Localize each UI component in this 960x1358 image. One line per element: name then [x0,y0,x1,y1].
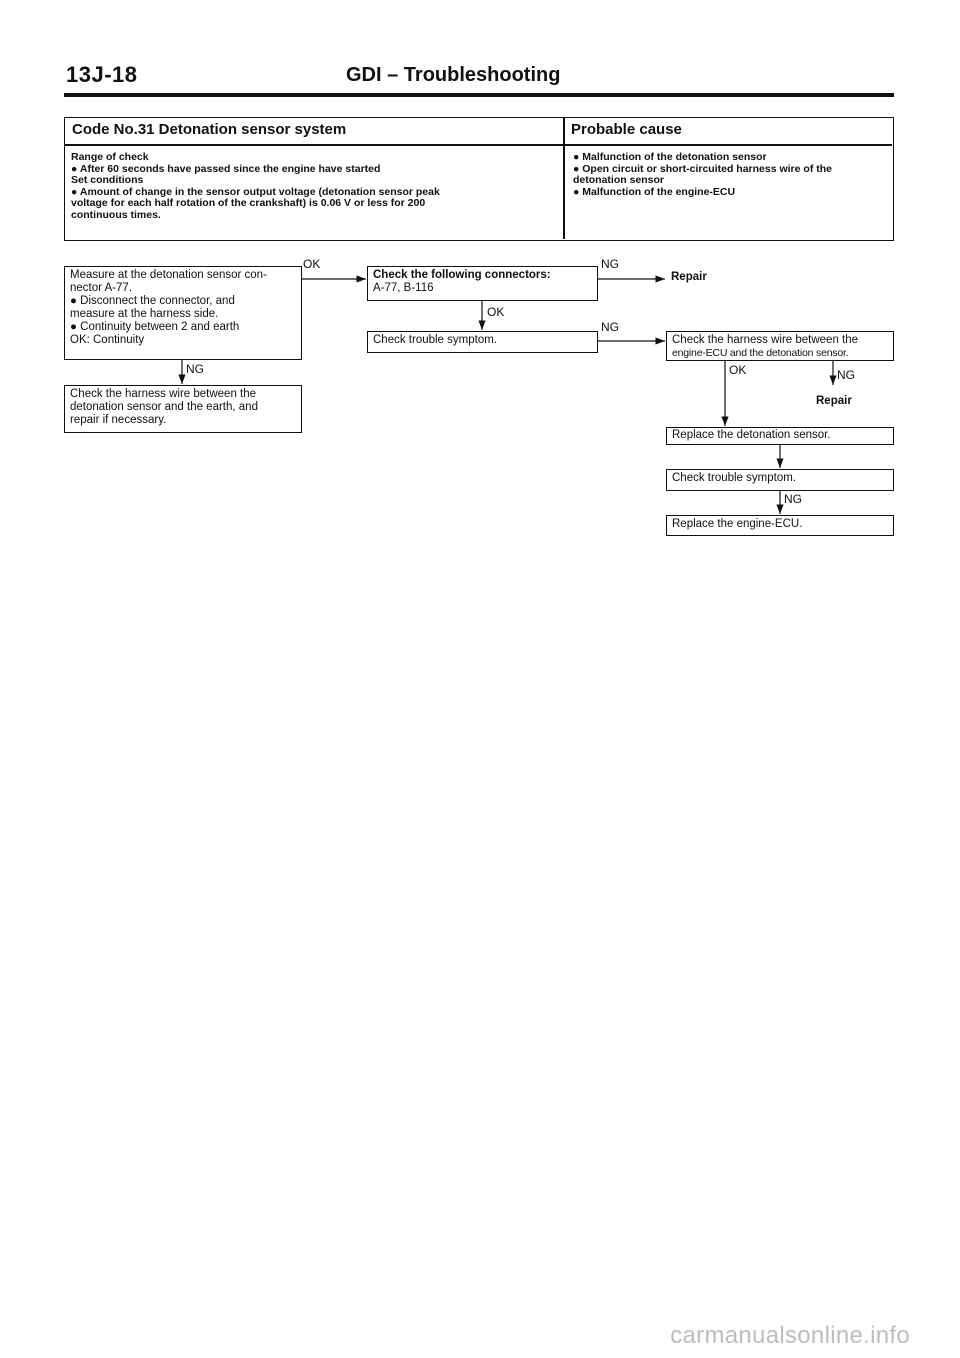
ng-label: NG [784,492,802,506]
ok-label: OK [487,305,505,319]
check-connectors-box [367,266,598,301]
cause-line: detonation sensor [573,174,665,186]
harness-earth-box [64,385,302,433]
ok-label: OK [729,363,747,377]
ng-label: NG [601,257,619,271]
replace-sensor-box [666,427,894,445]
harness-ecu-box [666,331,894,361]
replace-ecu-box [666,515,894,536]
box-line: Check the harness wire between the [672,334,859,346]
page-title: GDI – Troubleshooting [346,64,561,86]
ng-label: NG [601,320,619,334]
cause-line: ● Malfunction of the detonation sensor [573,151,767,163]
box-line: ● Disconnect the connector, and [70,295,235,307]
box-line: ● Continuity between 2 and earth [70,321,240,333]
check-symptom-box-2 [666,469,894,491]
check-line: ● After 60 seconds have passed since the engine have started [71,162,381,175]
probable-cause-heading: Probable cause [571,121,682,138]
watermark: carmanualsonline.info [670,1322,910,1349]
box-line: Measure at the detonation sensor con- [70,269,267,281]
box-line: Replace the engine-ECU. [672,518,803,530]
box-line: OK: Continuity [70,334,145,346]
box-line: engine-ECU and the detonation sensor. [672,347,849,359]
repair-label-2: Repair [816,395,852,407]
box-line: Replace the detonation sensor. [672,429,831,441]
check-line: Range of check [71,151,149,163]
measure-connector-box [64,266,302,360]
check-line: continuous times. [71,208,161,221]
check-line: ● Amount of change in the sensor output voltage (detonation sensor peak [71,185,440,198]
box-line: measure at the harness side. [70,308,219,320]
box-line: A-77, B-116 [373,282,434,294]
ng-label: NG [186,362,204,376]
check-symptom-box-1 [367,331,598,353]
box-line: detonation sensor and the earth, and [70,401,258,413]
box-line: Check the harness wire between the [70,388,257,400]
repair-label-1: Repair [671,271,707,283]
box-line: nector A-77. [70,282,133,294]
page-number: 13J-18 [66,62,138,87]
cause-line: ● Malfunction of the engine-ECU [573,185,736,198]
check-line: voltage for each half rotation of the crankshaft) is 0.06 V or less for 200 [71,197,426,209]
box-line: Check trouble symptom. [672,472,796,484]
cause-line: ● Open circuit or short-circuited harness wire of the [573,162,832,175]
ng-label: NG [837,368,855,382]
ok-label: OK [303,257,321,271]
check-line: Set conditions [71,174,144,186]
box-line: repair if necessary. [70,414,167,426]
box-line: Check the following connectors: [373,269,551,281]
box-line: Check trouble symptom. [373,334,497,346]
code-heading: Code No.31 Detonation sensor system [72,121,347,138]
